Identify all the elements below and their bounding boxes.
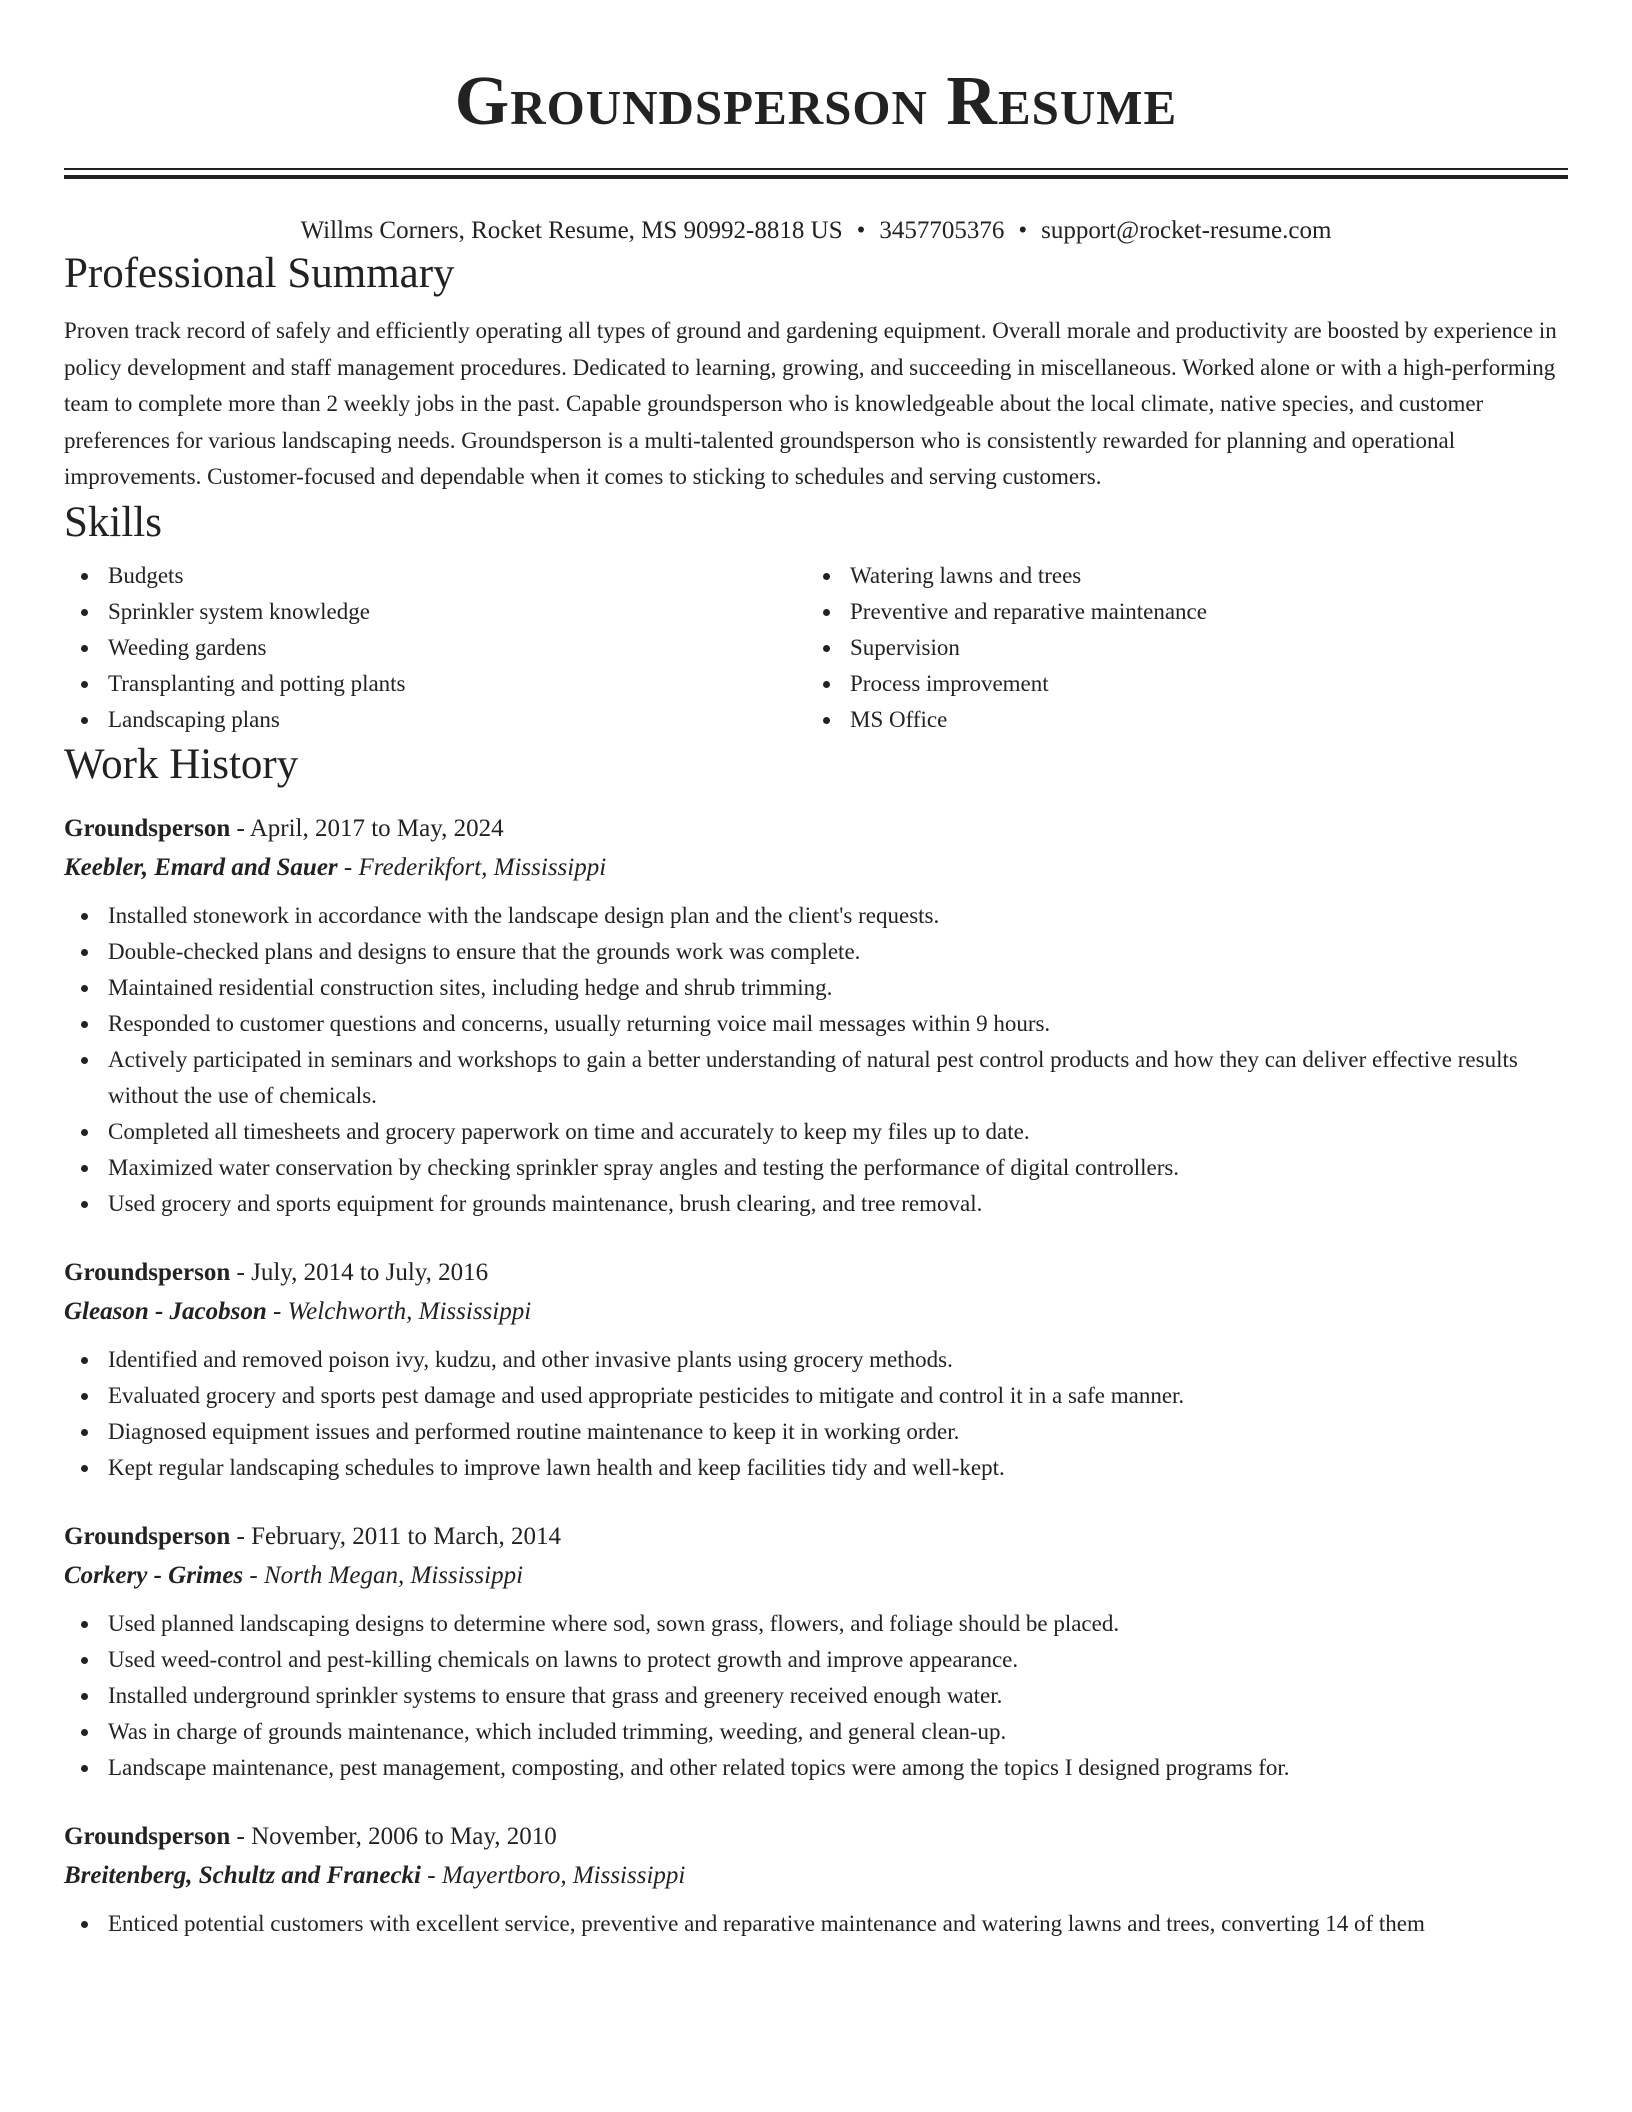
job-company: Breitenberg, Schultz and Franecki bbox=[64, 1861, 421, 1889]
contact-email: support@rocket-resume.com bbox=[1041, 217, 1332, 244]
job-dates: July, 2014 to July, 2016 bbox=[251, 1258, 489, 1286]
skill-item: Process improvement bbox=[806, 666, 1548, 702]
contact-separator: • bbox=[856, 217, 866, 244]
skill-item: Watering lawns and trees bbox=[806, 558, 1548, 594]
dash-separator: - bbox=[421, 1861, 442, 1889]
duty-item: Installed underground sprinkler systems to ensure that grass and greenery received enough water. bbox=[64, 1678, 1568, 1714]
job-location: Welchworth, Mississippi bbox=[287, 1297, 532, 1325]
job-dates: November, 2006 to May, 2010 bbox=[251, 1822, 557, 1850]
job-title: Groundsperson bbox=[64, 1258, 231, 1286]
job-location: North Megan, Mississippi bbox=[263, 1561, 524, 1589]
job-title: Groundsperson bbox=[64, 1522, 231, 1550]
duty-item: Actively participated in seminars and workshops to gain a better understanding of natural pest control products and how they can deliver effective results without the use of chemicals. bbox=[64, 1042, 1568, 1114]
dash-separator: - bbox=[243, 1561, 264, 1589]
duty-item: Enticed potential customers with excellent service, preventive and reparative maintenance and watering lawns and trees, converting 14 of them bbox=[64, 1906, 1568, 1942]
job-company-line bbox=[64, 1292, 1568, 1332]
duty-item: Used planned landscaping designs to determine where sod, sown grass, flowers, and foliage should be placed. bbox=[64, 1606, 1568, 1642]
duty-item: Was in charge of grounds maintenance, which included trimming, weeding, and general clean-up. bbox=[64, 1714, 1568, 1750]
skill-item: Landscaping plans bbox=[64, 702, 806, 738]
job-duties bbox=[64, 1342, 1568, 1486]
job-company: Keebler, Emard and Sauer bbox=[64, 853, 338, 881]
duty-item: Completed all timesheets and grocery paperwork on time and accurately to keep my files up to date. bbox=[64, 1114, 1568, 1150]
job-entry bbox=[64, 1818, 1568, 1942]
duty-item: Identified and removed poison ivy, kudzu, and other invasive plants using grocery methods. bbox=[64, 1342, 1568, 1378]
dash-separator: - bbox=[230, 814, 250, 842]
skills-list bbox=[64, 558, 1568, 738]
duty-item: Maximized water conservation by checking sprinkler spray angles and testing the performance of digital controllers. bbox=[64, 1150, 1568, 1186]
duty-item: Kept regular landscaping schedules to improve lawn health and keep facilities tidy and well-kept. bbox=[64, 1450, 1568, 1486]
skill-item: Preventive and reparative maintenance bbox=[806, 594, 1548, 630]
job-company: Corkery - Grimes bbox=[64, 1561, 244, 1589]
job-dates: February, 2011 to March, 2014 bbox=[251, 1522, 561, 1550]
duty-item: Landscape maintenance, pest management, composting, and other related topics were among the topics I designed programs for. bbox=[64, 1750, 1568, 1786]
skill-item: Sprinkler system knowledge bbox=[64, 594, 806, 630]
job-title-line bbox=[64, 810, 1568, 848]
duty-item: Installed stonework in accordance with the landscape design plan and the client's requests. bbox=[64, 898, 1568, 934]
duty-item: Responded to customer questions and concerns, usually returning voice mail messages within 9 hours. bbox=[64, 1006, 1568, 1042]
contact-line bbox=[64, 215, 1568, 247]
duty-item: Double-checked plans and designs to ensure that the grounds work was complete. bbox=[64, 934, 1568, 970]
work-history-heading: Work History bbox=[64, 740, 299, 788]
dash-separator: - bbox=[266, 1297, 288, 1325]
job-title: Groundsperson bbox=[64, 814, 231, 842]
summary-heading: Professional Summary bbox=[64, 250, 455, 297]
job-title-line bbox=[64, 1254, 1568, 1292]
duty-item: Evaluated grocery and sports pest damage and used appropriate pesticides to mitigate and control it in a safe manner. bbox=[64, 1378, 1568, 1414]
contact-separator: • bbox=[1018, 217, 1028, 244]
job-location: Mayertboro, Mississippi bbox=[441, 1861, 686, 1889]
title-divider bbox=[64, 168, 1568, 179]
dash-separator: - bbox=[230, 1822, 252, 1850]
contact-address: Willms Corners, Rocket Resume, MS 90992-8818 US bbox=[300, 217, 843, 244]
dash-separator: - bbox=[230, 1522, 252, 1550]
job-company-line bbox=[64, 848, 1568, 888]
job-title-line bbox=[64, 1518, 1568, 1556]
dash-separator: - bbox=[230, 1258, 252, 1286]
summary-text: Proven track record of safely and efficiently operating all types of ground and gardening equipment. Overall morale and productivity are boosted by experience in policy development and staff management procedures. Dedicated to learning, growing, and succeeding in miscellaneous. Worked alone or with a high-performing team to complete more than 2 weekly jobs in the past. Capable groundsperson who is knowledgeable about the local climate, native species, and customer preferences for various landscaping needs. Groundsperson is a multi-talented groundsperson who is consistently rewarded for planning and operational improvements. Customer-focused and dependable when it comes to sticking to schedules and serving customers. bbox=[64, 318, 1557, 489]
job-company-line bbox=[64, 1856, 1568, 1896]
job-title-line bbox=[64, 1818, 1568, 1856]
skill-item: MS Office bbox=[806, 702, 1548, 738]
job-location: Frederikfort, Mississippi bbox=[358, 853, 607, 881]
job-title: Groundsperson bbox=[64, 1822, 231, 1850]
job-entry bbox=[64, 1254, 1568, 1486]
skill-item: Budgets bbox=[64, 558, 806, 594]
job-duties bbox=[64, 1606, 1568, 1786]
dash-separator: - bbox=[337, 853, 359, 881]
job-dates: April, 2017 to May, 2024 bbox=[249, 814, 504, 842]
job-company: Gleason - Jacobson bbox=[64, 1297, 267, 1325]
job-company-line bbox=[64, 1556, 1568, 1596]
job-entry bbox=[64, 1518, 1568, 1786]
duty-item: Maintained residential construction sites, including hedge and shrub trimming. bbox=[64, 970, 1568, 1006]
job-duties bbox=[64, 898, 1568, 1222]
duty-item: Diagnosed equipment issues and performed routine maintenance to keep it in working order. bbox=[64, 1414, 1568, 1450]
duty-item: Used weed-control and pest-killing chemicals on lawns to protect growth and improve appearance. bbox=[64, 1642, 1568, 1678]
job-duties bbox=[64, 1906, 1568, 1942]
skills-heading: Skills bbox=[64, 498, 162, 546]
skill-item: Weeding gardens bbox=[64, 630, 806, 666]
job-entry bbox=[64, 810, 1568, 1222]
skill-item: Transplanting and potting plants bbox=[64, 666, 806, 702]
contact-phone: 3457705376 bbox=[879, 217, 1005, 244]
skills-column-right bbox=[806, 558, 1548, 738]
skills-column-left bbox=[64, 558, 806, 738]
duty-item: Used grocery and sports equipment for grounds maintenance, brush clearing, and tree removal. bbox=[64, 1186, 1568, 1222]
skill-item: Supervision bbox=[806, 630, 1548, 666]
resume-title: Groundsperson Resume bbox=[454, 63, 1178, 140]
